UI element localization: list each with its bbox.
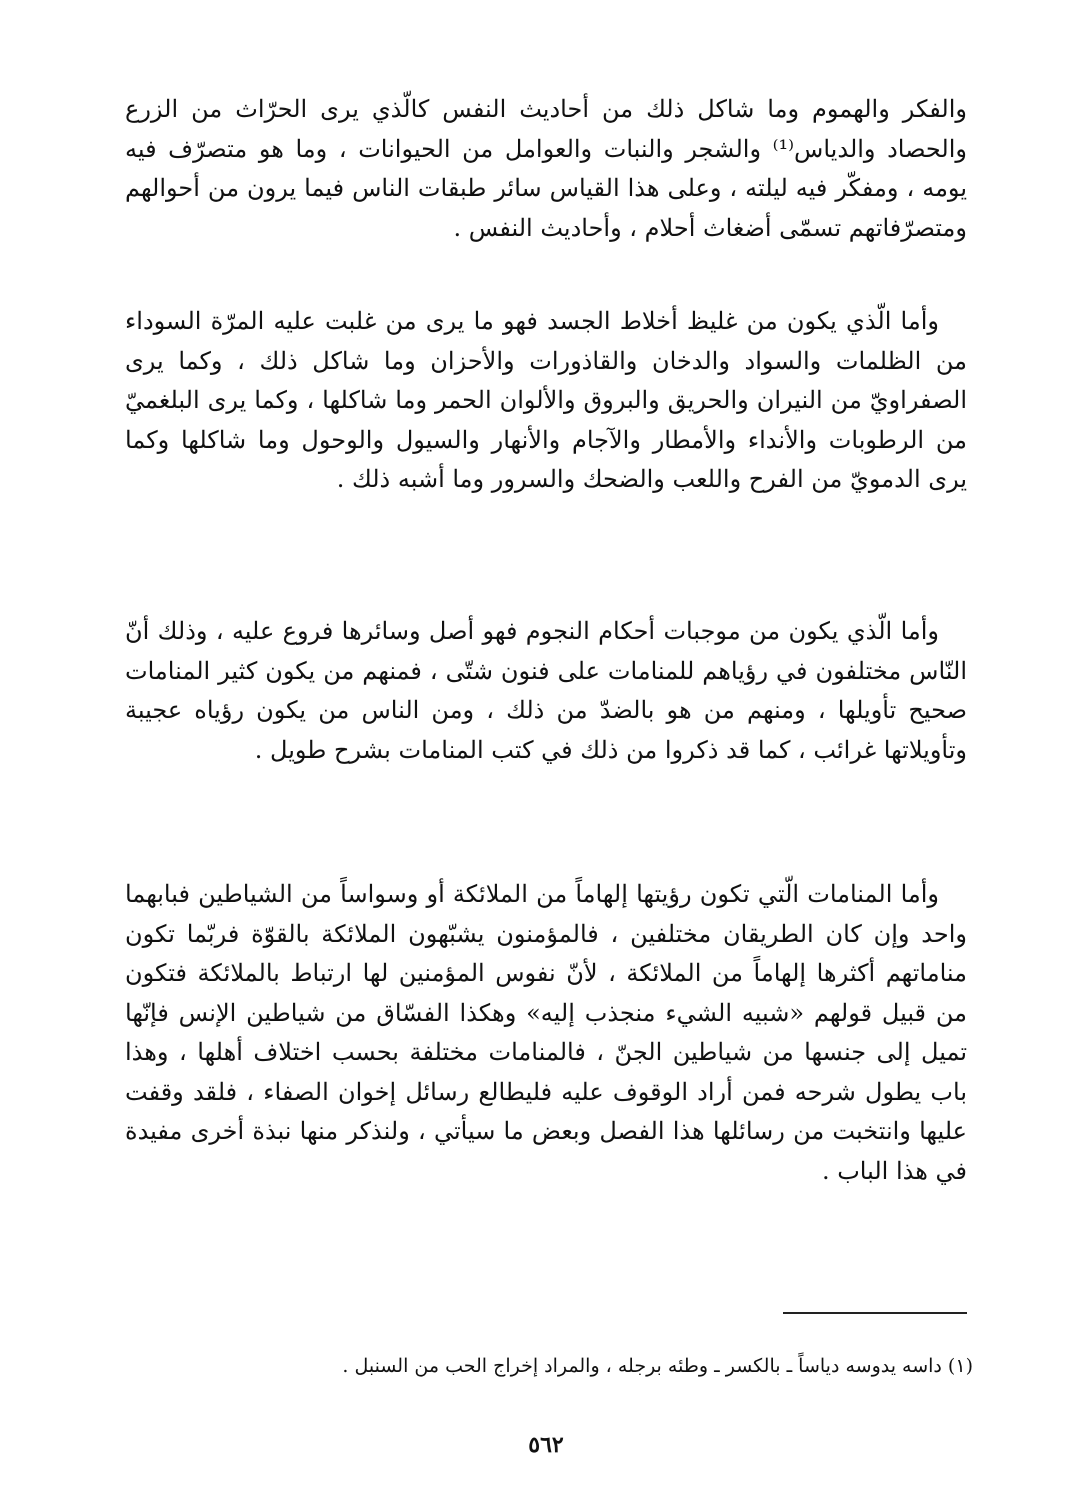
paragraph-3: وأما الّذي يكون من موجبات أحكام النجوم فهو أصل وسائرها فروع عليه ، وذلك أنّ النّاس مختلفون في رؤياهم للمنامات على فنون شتّى ، فمنهم من يكون كثير المنامات صحيح تأويلها ، ومنهم من هو بالضدّ من ذلك ، ومن الناس من يكون رؤياه عجيبة وتأويلاتها غرائب ، كما قد ذكروا من ذلك في كتب المنامات بشرح طويل .	[125, 617, 967, 764]
page-number: ٥٦٢	[528, 1432, 564, 1458]
paragraph-4: وأما المنامات الّتي تكون رؤيتها إلهاماً من الملائكة أو وسواساً من الشياطين فبابهما واحد وإن كان الطريقان مختلفين ، فالمؤمنون يشبّهون الملائكة بالقوّة فربّما تكون مناماتهم أكثرها إلهاماً من الملائكة ، لأنّ نفوس المؤمنين لها ارتباط بالملائكة فتكون من قبيل قولهم «شبيه الشيء منجذب إليه» وهكذا الفسّاق من شياطين الإنس فإنّها تميل إلى جنسها من شياطين الجنّ ، فالمنامات مختلفة بحسب اختلاف أهلها ، وهذا باب يطول شرحه فمن أراد الوقوف عليه فليطالع رسائل إخوان الصفاء ، فلقد وقفت عليها وانتخبت من رسائلها هذا الفصل وبعض ما سيأتي ، ولنذكر منها نبذة أخرى مفيدة في هذا الباب .	[125, 880, 968, 1185]
paragraph-2: وأما الّذي يكون من غليظ أخلاط الجسد فهو ما يرى من غلبت عليه المرّة السوداء من الظلمات والسواد والدخان والقاذورات والأحزان وما شاكل ذلك ، وكما يرى الصفراويّ من النيران والحريق والبروق والألوان الحمر وما شاكلها ، وكما يرى البلغميّ من الرطوبات والأنداء والأمطار والآجام والأنهار والسيول والوحول وما شاكلها وكما يرى الدمويّ من الفرح واللعب والضحك والسرور وما أشبه ذلك .	[125, 307, 967, 493]
footnote: (١) داسه يدوسه دياساً ـ بالكسر ـ وطئه برجله ، والمراد إخراج الحب من السنبل .	[342, 1355, 973, 1377]
paragraph-1: والفكر والهموم وما شاكل ذلك من أحاديث النفس كالّذي يرى الحرّاث من الزرع والحصاد والدياس⁽¹⁾ والشجر والنبات والعوامل من الحيوانات ، وما هو متصرّف فيه يومه ، ومفكّر فيه ليلته ، وعلى هذا القياس سائر طبقات الناس فيما يرون من أحوالهم ومتصرّفاتهم تسمّى أضغاث أحلام ، وأحاديث النفس .	[125, 95, 967, 242]
footnote-separator	[783, 1312, 967, 1314]
